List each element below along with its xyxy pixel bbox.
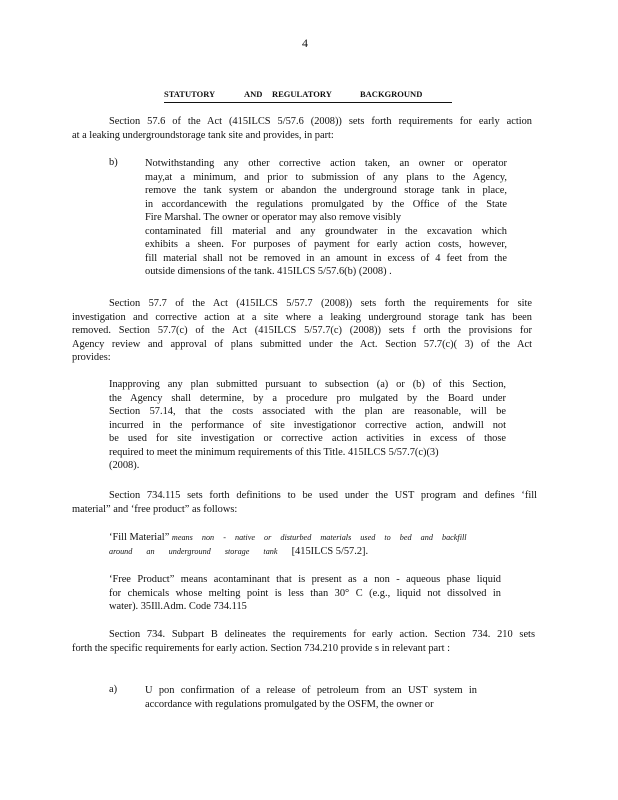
paragraph-subpart-b [72,628,535,655]
paragraph-section-734-115 [72,489,537,516]
section-heading [164,89,452,103]
list-marker-b: b) [109,157,118,168]
heading-word: AND [244,89,263,99]
heading-word: STATUTORY [164,89,216,99]
text-line: remove the tank system or abandon the underground storage tank in place, [145,185,507,196]
text-line: Notwithstanding any other corrective action taken, an owner or operator [145,158,507,169]
paragraph-section-57-7 [72,297,532,365]
text-line: material” and ‘free product” as follows: [72,503,238,515]
text-line: outside dimensions of the tank. 415ILCS 5/57.6(b) (2008) . [145,266,392,277]
text-line: U pon confirmation of a release of petroleum from an UST system in [145,685,477,696]
text-line: may,at a minimum, and prior to submission of any plans to the Agency, [145,171,507,183]
text-line: for chemicals whose melting point is less than 30° C (e.g., liquid not dissolved in [109,587,501,599]
text-line: provides: [72,352,111,363]
heading-word: BACKGROUND [360,89,423,99]
block-quote-a [145,684,477,711]
text-line: exhibits a sheen. For purposes of payment for early action costs, however, [145,239,507,250]
text-line: Fire Marshal. The owner or operator may also remove visibly [145,212,402,223]
text-line: fill material shall not be removed in an amount in excess of 4 feet from the [145,252,507,264]
text-line: Section 57.7 of the Act (415ILCS 5/57.7 (2008)) sets forth the requirements for site [109,298,532,309]
citation: [415ILCS 5/57.2]. [291,545,369,557]
text-line: (2008). [109,460,140,471]
text-line: investigation and corrective action at a site where a leaking underground storage tank has been [72,311,532,323]
definition-fill-material [109,531,499,558]
text-line: removed. Section 57.7(c) of the Act (415ILCS 5/57.7(c) (2008)) sets f orth the provisions for [72,325,532,336]
text-line: incurred in the performance of site investigationor corrective action, andwill not [109,419,506,431]
text-line: required to meet the minimum requirements of this Title. 415ILCS 5/57.7(c)(3) [109,446,439,458]
block-quote-57-7-c-3 [109,378,506,473]
heading-word: REGULATORY [272,89,332,99]
text-line: Section 57.6 of the Act (415ILCS 5/57.6 (2008)) sets forth requirements for early action [109,116,532,127]
text-line: Section 57.14, that the costs associated with the plan are reasonable, will be [109,406,506,417]
text-line [109,545,499,559]
text-line: Agency review and approval of plans submitted under the Act. Section 57.7(c)( 3) of the Act [72,338,532,350]
text-line [109,531,499,545]
text-line: Inapproving any plan submitted pursuant to subsection (a) or (b) of this Section, [109,379,506,390]
text-line: water). 35Ill.Adm. Code 734.115 [109,601,247,612]
block-quote-b [145,157,507,279]
text-line: Section 734. Subpart B delineates the requirements for early action. Section 734. 210 sets [109,629,535,640]
text-line: Section 734.115 sets forth definitions to be used under the UST program and defines ‘fill [109,490,537,501]
text-line: accordance with regulations promulgated by the OSFM, the owner or [145,698,434,710]
definition-text: around an underground storage tank [109,546,292,556]
paragraph-section-57-6 [72,115,532,142]
text-line: in accordancewith the regulations promulgated by the Office of the State [145,198,507,210]
text-line: forth the specific requirements for early action. Section 734.210 provide s in relevant part : [72,642,450,654]
text-line: be used for site investigation or corrective action activities in excess of those [109,433,506,444]
text-line: at a leaking undergroundstorage tank site and provides, in part: [72,129,334,141]
definition-free-product [109,573,501,614]
list-marker-a: a) [109,684,118,695]
text-line: contaminated fill material and any groundwater in the excavation which [145,225,507,237]
text-line: ‘Free Product” means acontaminant that is present as a non - aqueous phase liquid [109,574,501,585]
definition-text: means non - native or disturbed materials used to bed and backfill [171,533,467,542]
text-line: the Agency shall determine, by a procedure pro mulgated by the Board under [109,392,506,404]
defined-term: ‘Fill Material” [109,532,172,543]
page-number: 4 [302,36,308,50]
